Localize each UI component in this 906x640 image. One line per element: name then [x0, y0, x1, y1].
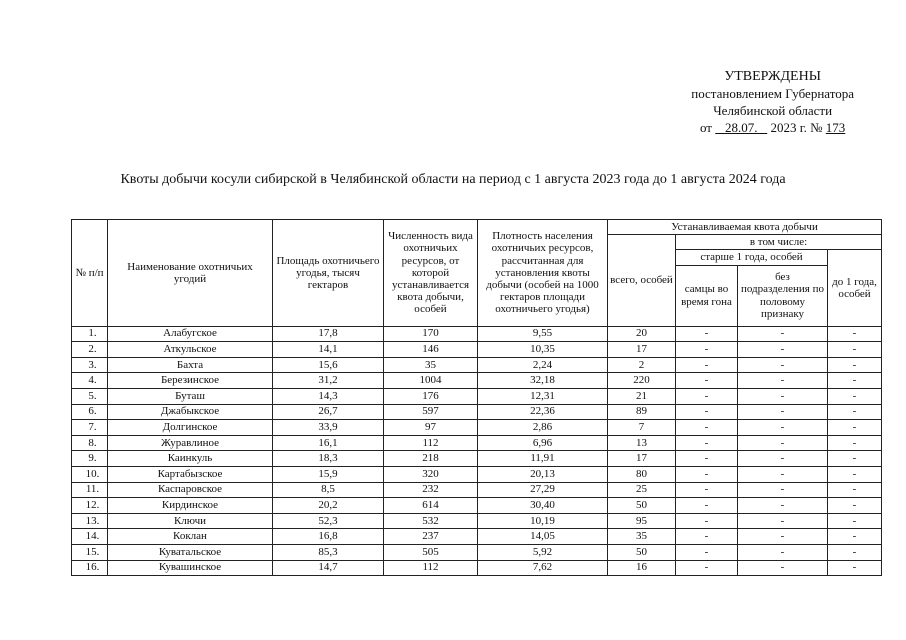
- approval-line-2: Челябинской области: [713, 103, 833, 118]
- document-title: Квоты добычи косули сибирской в Челябинской области на период с 1 августа 2023 года до 1 августа 2024 года: [120, 172, 786, 187]
- population-value: 232: [384, 482, 478, 498]
- hunting-ground-name: Коклан: [108, 529, 273, 545]
- quota-young: -: [828, 513, 882, 529]
- hunting-ground-name: Джабыкское: [108, 404, 273, 420]
- density-value: 10,35: [478, 342, 608, 358]
- table-row: [72, 388, 882, 404]
- row-number: 5.: [72, 388, 108, 404]
- quota-total: 20: [608, 326, 676, 342]
- row-number: 15.: [72, 544, 108, 560]
- quota-young: -: [828, 404, 882, 420]
- quota-no-sex: -: [738, 357, 828, 373]
- row-number: 8.: [72, 435, 108, 451]
- quota-males: -: [676, 326, 738, 342]
- quota-no-sex: -: [738, 498, 828, 514]
- hunting-ground-name: Долгинское: [108, 420, 273, 436]
- approval-heading: УТВЕРЖДЕНЫ: [724, 69, 821, 84]
- area-value: 16,1: [273, 435, 384, 451]
- year-text: 2023 г. №: [770, 120, 823, 135]
- row-number: 9.: [72, 451, 108, 467]
- population-value: 97: [384, 420, 478, 436]
- area-value: 20,2: [273, 498, 384, 514]
- quota-total: 7: [608, 420, 676, 436]
- quota-males: -: [676, 373, 738, 389]
- header-including: в том числе:: [676, 235, 882, 250]
- header-num: № п/п: [72, 220, 108, 327]
- quota-young: -: [828, 466, 882, 482]
- row-number: 4.: [72, 373, 108, 389]
- quota-total: 25: [608, 482, 676, 498]
- quota-total: 50: [608, 544, 676, 560]
- area-value: 15,6: [273, 357, 384, 373]
- quota-total: 80: [608, 466, 676, 482]
- quota-males: -: [676, 529, 738, 545]
- quota-young: -: [828, 420, 882, 436]
- quota-males: -: [676, 498, 738, 514]
- hunting-ground-name: Березинское: [108, 373, 273, 389]
- population-value: 170: [384, 326, 478, 342]
- area-value: 33,9: [273, 420, 384, 436]
- row-number: 13.: [72, 513, 108, 529]
- quota-no-sex: -: [738, 404, 828, 420]
- quota-no-sex: -: [738, 435, 828, 451]
- date-prefix: от: [699, 120, 712, 135]
- quota-males: -: [676, 404, 738, 420]
- quota-total: 17: [608, 451, 676, 467]
- population-value: 320: [384, 466, 478, 482]
- quota-no-sex: -: [738, 560, 828, 576]
- population-value: 112: [384, 435, 478, 451]
- population-value: 112: [384, 560, 478, 576]
- density-value: 32,18: [478, 373, 608, 389]
- quota-no-sex: -: [738, 513, 828, 529]
- hunting-ground-name: Буташ: [108, 388, 273, 404]
- area-value: 8,5: [273, 482, 384, 498]
- area-value: 26,7: [273, 404, 384, 420]
- quota-no-sex: -: [738, 342, 828, 358]
- quota-young: -: [828, 373, 882, 389]
- quota-males: -: [676, 466, 738, 482]
- table-row: [72, 513, 882, 529]
- density-value: 2,86: [478, 420, 608, 436]
- hunting-ground-name: Журавлиное: [108, 435, 273, 451]
- quota-no-sex: -: [738, 388, 828, 404]
- quota-males: -: [676, 513, 738, 529]
- header-area: Площадь охотничьего угодья, тысяч гектаров: [273, 220, 384, 327]
- header-density: Плотность населения охотничьих ресурсов, рассчитанная для установления квоты добычи (особей на 1000 гектаров площади охотничьего угодья): [478, 220, 608, 327]
- area-value: 18,3: [273, 451, 384, 467]
- quota-males: -: [676, 544, 738, 560]
- table-row: [72, 482, 882, 498]
- population-value: 237: [384, 529, 478, 545]
- decree-number: 173: [825, 120, 846, 135]
- density-value: 10,19: [478, 513, 608, 529]
- table-row: [72, 342, 882, 358]
- population-value: 146: [384, 342, 478, 358]
- row-number: 2.: [72, 342, 108, 358]
- table-row: [72, 560, 882, 576]
- quota-young: -: [828, 560, 882, 576]
- quota-males: -: [676, 560, 738, 576]
- row-number: 16.: [72, 560, 108, 576]
- area-value: 15,9: [273, 466, 384, 482]
- area-value: 14,7: [273, 560, 384, 576]
- area-value: 16,8: [273, 529, 384, 545]
- density-value: 27,29: [478, 482, 608, 498]
- population-value: 1004: [384, 373, 478, 389]
- population-value: 532: [384, 513, 478, 529]
- quota-total: 16: [608, 560, 676, 576]
- quota-total: 21: [608, 388, 676, 404]
- table-row: [72, 404, 882, 420]
- density-value: 14,05: [478, 529, 608, 545]
- row-number: 7.: [72, 420, 108, 436]
- table-row: [72, 544, 882, 560]
- area-value: 85,3: [273, 544, 384, 560]
- quota-young: -: [828, 482, 882, 498]
- area-value: 14,3: [273, 388, 384, 404]
- table-row: [72, 529, 882, 545]
- quota-no-sex: -: [738, 529, 828, 545]
- quota-young: -: [828, 529, 882, 545]
- density-value: 6,96: [478, 435, 608, 451]
- quota-young: -: [828, 326, 882, 342]
- quota-young: -: [828, 342, 882, 358]
- population-value: 505: [384, 544, 478, 560]
- hunting-ground-name: Ключи: [108, 513, 273, 529]
- table-row: [72, 357, 882, 373]
- quota-no-sex: -: [738, 544, 828, 560]
- table-row: [72, 498, 882, 514]
- quota-young: -: [828, 544, 882, 560]
- population-value: 218: [384, 451, 478, 467]
- area-value: 31,2: [273, 373, 384, 389]
- hunting-ground-name: Алабугское: [108, 326, 273, 342]
- table-row: [72, 451, 882, 467]
- density-value: 22,36: [478, 404, 608, 420]
- row-number: 11.: [72, 482, 108, 498]
- quota-total: 35: [608, 529, 676, 545]
- hunting-ground-name: Аткульское: [108, 342, 273, 358]
- area-value: 52,3: [273, 513, 384, 529]
- quota-total: 89: [608, 404, 676, 420]
- quota-table: [71, 219, 882, 576]
- density-value: 11,91: [478, 451, 608, 467]
- row-number: 6.: [72, 404, 108, 420]
- quota-young: -: [828, 435, 882, 451]
- header-no-sex: без подразделения по половому признаку: [738, 265, 828, 326]
- quota-males: -: [676, 388, 738, 404]
- area-value: 17,8: [273, 326, 384, 342]
- quota-no-sex: -: [738, 482, 828, 498]
- quota-young: -: [828, 357, 882, 373]
- quota-males: -: [676, 482, 738, 498]
- quota-table-body: [72, 326, 882, 576]
- quota-no-sex: -: [738, 420, 828, 436]
- quota-total: 50: [608, 498, 676, 514]
- hunting-ground-name: Кувашинское: [108, 560, 273, 576]
- density-value: 9,55: [478, 326, 608, 342]
- quota-no-sex: -: [738, 451, 828, 467]
- row-number: 10.: [72, 466, 108, 482]
- population-value: 176: [384, 388, 478, 404]
- date-value: 28.07.: [724, 120, 758, 135]
- header-young: до 1 года, особей: [828, 250, 882, 326]
- hunting-ground-name: Куватальское: [108, 544, 273, 560]
- header-total: всего, особей: [608, 235, 676, 326]
- quota-young: -: [828, 451, 882, 467]
- population-value: 35: [384, 357, 478, 373]
- density-value: 20,13: [478, 466, 608, 482]
- quota-total: 17: [608, 342, 676, 358]
- header-name: Наименование охотничьих угодий: [108, 220, 273, 327]
- quota-no-sex: -: [738, 466, 828, 482]
- quota-total: 220: [608, 373, 676, 389]
- row-number: 1.: [72, 326, 108, 342]
- quota-no-sex: -: [738, 373, 828, 389]
- quota-males: -: [676, 435, 738, 451]
- quota-no-sex: -: [738, 326, 828, 342]
- population-value: 597: [384, 404, 478, 420]
- approval-line-1: постановлением Губернатора: [691, 86, 854, 101]
- density-value: 30,40: [478, 498, 608, 514]
- quota-males: -: [676, 451, 738, 467]
- header-quota-group: Устанавливаемая квота добычи: [608, 220, 882, 235]
- hunting-ground-name: Каспаровское: [108, 482, 273, 498]
- quota-total: 95: [608, 513, 676, 529]
- hunting-ground-name: Картабызское: [108, 466, 273, 482]
- density-value: 5,92: [478, 544, 608, 560]
- row-number: 14.: [72, 529, 108, 545]
- header-males: самцы во время гона: [676, 265, 738, 326]
- row-number: 3.: [72, 357, 108, 373]
- approval-date-line: [691, 119, 854, 136]
- row-number: 12.: [72, 498, 108, 514]
- quota-total: 13: [608, 435, 676, 451]
- table-row: [72, 373, 882, 389]
- area-value: 14,1: [273, 342, 384, 358]
- header-population: Численность вида охотничьих ресурсов, от которой устанавливается квота добычи, особей: [384, 220, 478, 327]
- quota-males: -: [676, 357, 738, 373]
- table-row: [72, 466, 882, 482]
- density-value: 12,31: [478, 388, 608, 404]
- quota-young: -: [828, 498, 882, 514]
- hunting-ground-name: Кирдинское: [108, 498, 273, 514]
- hunting-ground-name: Каинкуль: [108, 451, 273, 467]
- density-value: 7,62: [478, 560, 608, 576]
- table-row: [72, 435, 882, 451]
- header-older: старше 1 года, особей: [676, 250, 828, 265]
- hunting-ground-name: Бахта: [108, 357, 273, 373]
- approval-block: [691, 68, 854, 136]
- quota-young: -: [828, 388, 882, 404]
- table-row: [72, 326, 882, 342]
- table-row: [72, 420, 882, 436]
- quota-total: 2: [608, 357, 676, 373]
- quota-males: -: [676, 420, 738, 436]
- density-value: 2,24: [478, 357, 608, 373]
- quota-males: -: [676, 342, 738, 358]
- population-value: 614: [384, 498, 478, 514]
